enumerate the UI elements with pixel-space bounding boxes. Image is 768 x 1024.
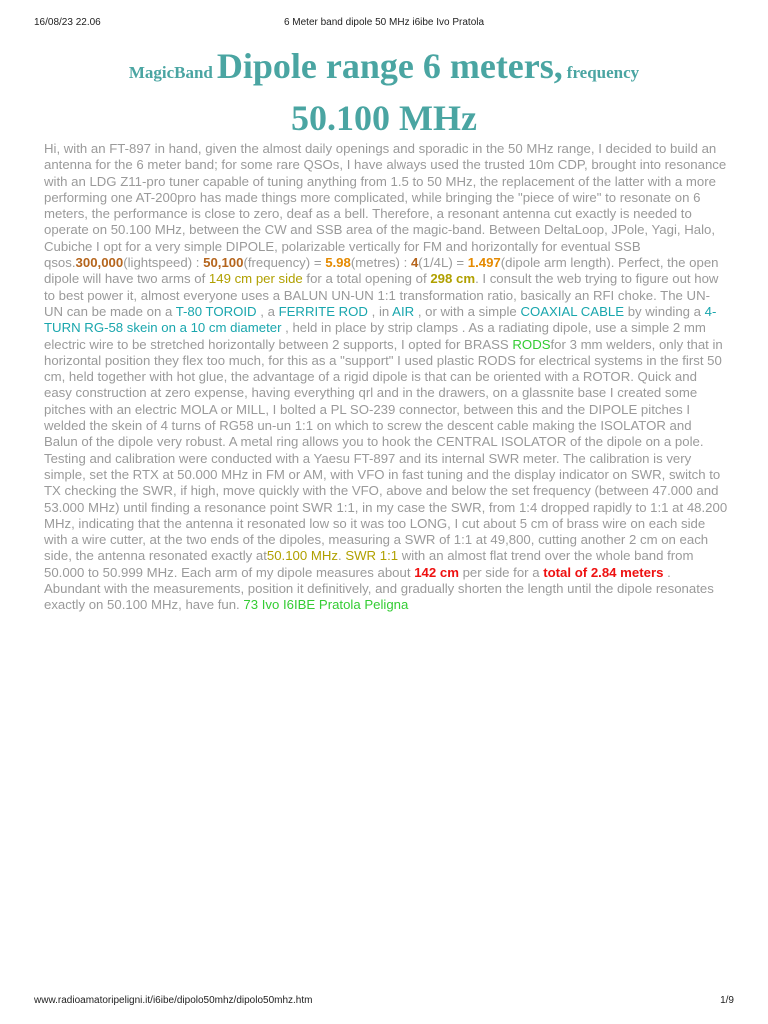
body-text: , or with a simple — [414, 303, 521, 319]
highlight-resonance-frequency: 50.100 MHz — [266, 548, 338, 564]
highlight-rods: RODS — [512, 336, 551, 352]
arm-length-value: 1.497 — [467, 255, 501, 271]
title-prefix: MagicBand — [128, 63, 213, 82]
formula-text: (metres) : — [350, 255, 411, 271]
highlight-coaxial-cable: COAXIAL CABLE — [520, 303, 625, 319]
print-page-number: 1/9 — [720, 995, 734, 1006]
highlight-arm-length: 149 cm per side — [208, 271, 303, 287]
body-text: with an almost flat trend over the whole band from 50.000 to 50.999 MHz. Each arm of my dipole measures about — [44, 548, 694, 580]
body-text: , held in place by strip clamps . As a radiating dipole, use a simple 2 mm electric wire to be stretched horizontally between 2 supports, I opted for BRASS — [44, 320, 706, 352]
body-text: per side for a — [458, 564, 544, 580]
page-title — [0, 44, 768, 148]
body-text: for 3 mm welders, only that in horizontal position they flex too much, for this as a "support" I used plastic RODS for electrical systems in the first 50 cm, held together with hot glue, the advantage of a rigid dipole is that can be oriented with a ROTOR. Quick and easy construction at zero expense, having everything qrl and in the drawers, on a glassnite base I created some pitches with an electric MOLA or MILL, I bolted a PL SO-239 connector, between this and the DIPOLE pitches I welded the skein of 4 turns of RG58 un-un 1:1 on which to screw the descent cable making the ISOLATOR and Balun of the dipole very robust. A metal ring allows you to hook the CENTRAL ISOLATOR of the dipole on a pole. Testing and calibration were conducted with a Yaesu FT-897 and its internal SWR meter. The calibration is very simple, set the RTX at 50.000 MHz in FM or AM, with VFO in fast tuning and the display indicator on SWR, switch to TX checking the SWR, if high, move quickly with the VFO, above and below the set frequency (between 47.000 and 53.000 MHz) until finding a resonance point SWR 1:1, in my case the SWR, from 1:4 dropped rapidly to 1:1 at 48.200 MHz, indicating that the antenna it resonated low so it was too LONG, I cut about 5 cm of brass wire on each side with a wire cutter, at the two ends of the dipoles, measuring a SWR of 1:1 at 49,800, cutting another 2 cm on each side, the antenna resonated exactly at — [44, 336, 728, 564]
formula-text: (lightspeed) : — [123, 255, 204, 271]
highlight-toroid: T-80 TOROID — [175, 303, 257, 319]
highlight-ferrite-rod: FERRITE ROD — [278, 303, 368, 319]
highlight-arm-measure: 142 cm — [414, 564, 459, 580]
frequency-value: 50,100 — [203, 255, 244, 271]
formula-text: (1/4L) = — [418, 255, 468, 271]
title-suffix: frequency — [566, 63, 640, 82]
highlight-skein: 4-TURN RG-58 skein on a 10 cm diameter — [44, 303, 717, 336]
wavelength-value: 5.98 — [325, 255, 351, 271]
signature: 73 Ivo I6IBE Pratola Peligna — [243, 597, 409, 613]
print-url: www.radioamatoripeligni.it/i6ibe/dipolo50mhz/dipolo50mhz.htm — [34, 995, 313, 1006]
print-page-title: 6 Meter band dipole 50 MHz i6ibe Ivo Pratola — [283, 17, 485, 28]
article-body — [44, 141, 728, 614]
body-text: (dipole arm length). Perfect, the open dipole will have two arms of — [44, 255, 719, 287]
body-text: . — [337, 548, 346, 564]
formula-text: (frequency) = — [243, 255, 326, 271]
title-main: Dipole range 6 meters, — [216, 46, 563, 86]
body-text: , a — [256, 303, 279, 319]
title-frequency: 50.100 MHz — [291, 98, 477, 138]
body-text: for a total opening of — [302, 271, 431, 287]
highlight-total-opening: 298 cm — [430, 271, 476, 287]
body-text: . Abundant with the measurements, position it definitively, and gradually shorten the length until the dipole resonates exactly on 50.100 MHz, have fun. — [44, 564, 714, 613]
print-datetime: 16/08/23 22.06 — [34, 17, 101, 28]
body-text: , in — [367, 303, 393, 319]
divisor-value: 4 — [410, 255, 419, 271]
highlight-air: AIR — [392, 303, 415, 319]
lightspeed-value: 300,000 — [75, 255, 124, 271]
highlight-total-length: total of 2.84 meters — [543, 564, 664, 580]
body-text: . I consult the web trying to figure out how to best power it, almost everyone uses a BALUN UN-UN 1:1 transformation ratio, basically an RFI choke. The UN-UN can be made on a — [44, 271, 719, 319]
intro-text: Hi, with an FT-897 in hand, given the almost daily openings and sporadic in the 50 MHz range, I decided to build an antenna for the 6 meter band; for some rare QSOs, I have always used the trusted 10m CDP, brought into resonance with an LDG Z11-pro tuner capable of tuning anything from 1.5 to 50 MHz, the replacement of the latter with a more performing one AT-200pro has made things more complicated, while bringing the "piece of wire" to resonate on 6 meters, the performance is close to zero, deaf as a bell. Therefore, a resonant antenna cut exactly is needed to operate on 50.100 MHz, between the CW and SSB area of the magic-band. Between DeltaLoop, JPole, Yagi, Halo, Cubiche I opt for a very simple DIPOLE, polarizable vertically for FM and horizontally for eventual SSB qsos. — [44, 141, 727, 271]
highlight-swr: SWR 1:1 — [345, 548, 399, 564]
body-text: by winding a — [624, 303, 705, 319]
